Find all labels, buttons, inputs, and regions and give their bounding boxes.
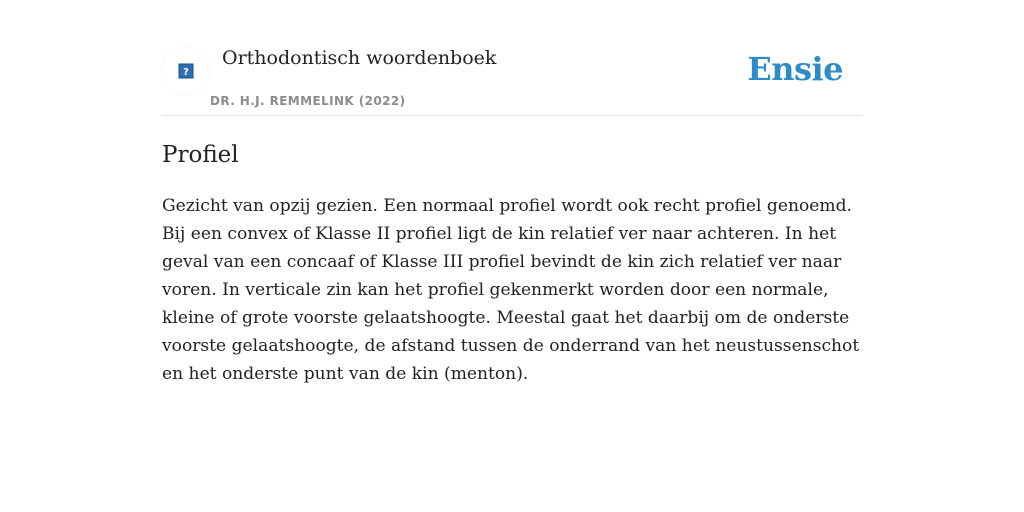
brand-logo[interactable]: Ensie [747, 50, 843, 88]
entry-definition: Gezicht van opzij gezien. Een normaal profiel wordt ook recht profiel genoemd. Bij een convex of Klasse II profiel ligt de kin relatief ver naar achteren. In het geval van een concaaf of Klasse III profiel bevindt de kin zich relatief ver naar voren. In verticale zin kan het profiel gekenmerkt worden door een normale, kleine of grote voorste gelaatshoogte. Meestal gaat het daarbij om de onderste voorste gelaatshoogte, de afstand tussen de onderrand van het neustussenschot en het onderste punt van de kin (menton). [162, 196, 860, 384]
svg-text:?: ? [183, 67, 189, 78]
book-title[interactable]: Orthodontisch woordenboek [222, 47, 497, 69]
page-container [162, 0, 862, 384]
header [162, 0, 862, 116]
book-cover[interactable] [162, 47, 210, 95]
entry-title: Profiel [162, 142, 239, 168]
book-author: DR. H.J. REMMELINK (2022) [210, 94, 406, 108]
question-book-icon [178, 63, 194, 79]
